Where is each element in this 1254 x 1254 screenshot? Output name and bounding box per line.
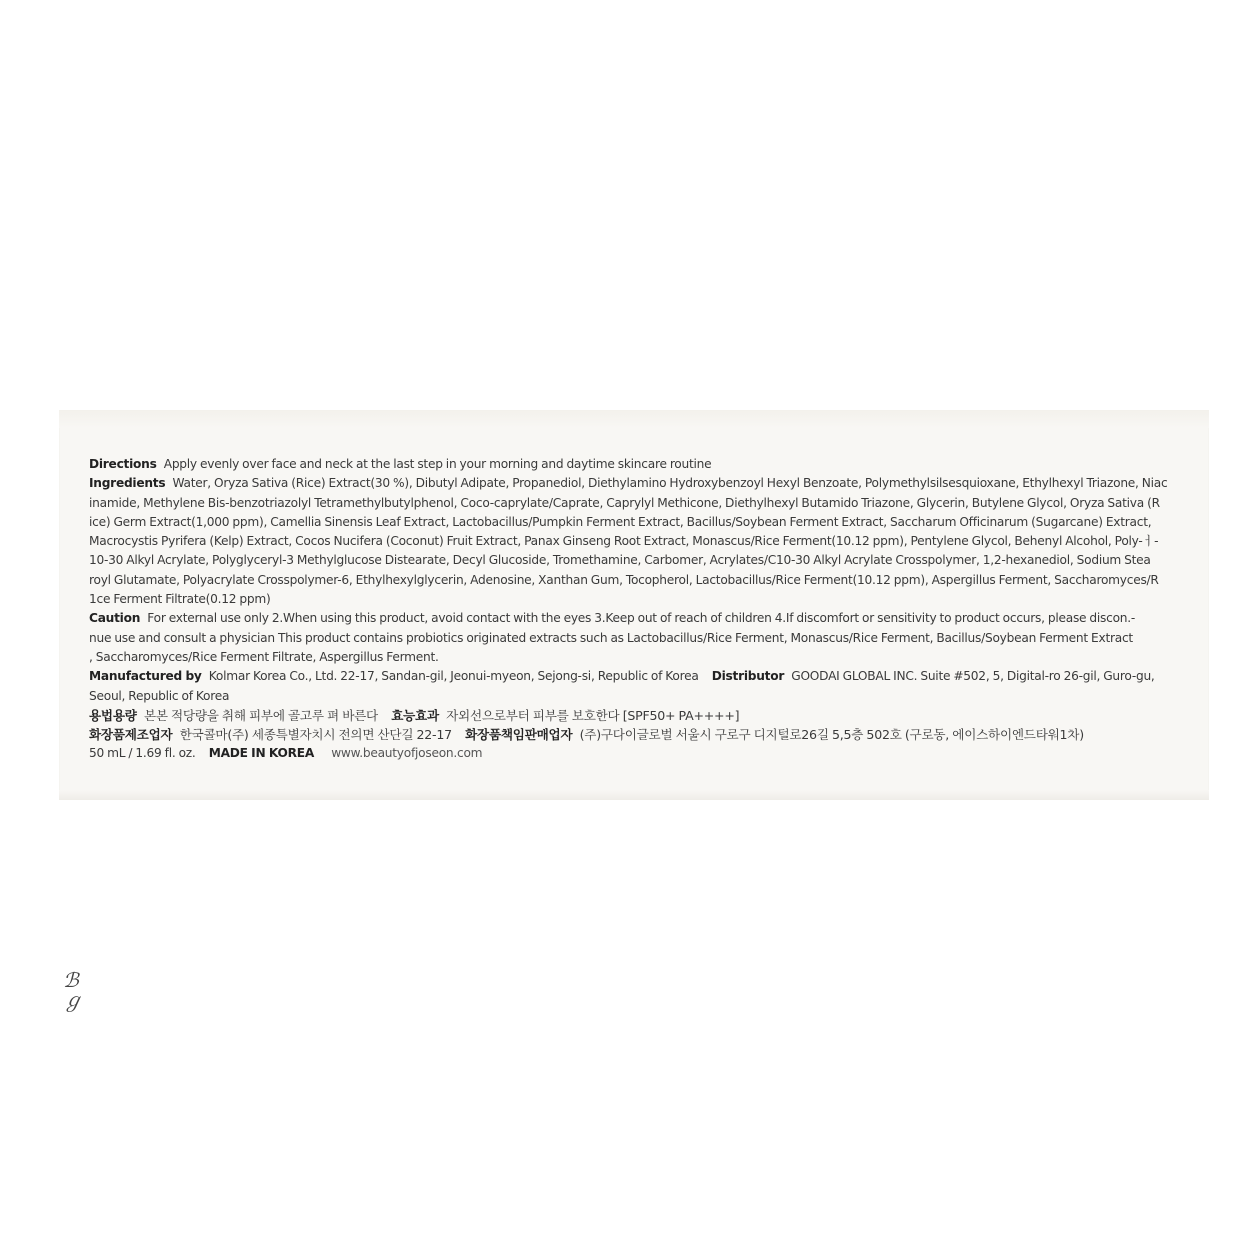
effect-label: 효능효과 xyxy=(391,707,439,723)
ingredients-text: Water, Oryza Sativa (Rice) Extract(30 %), Dibutyl Adipate, Propanediol, Diethylamino Hydroxybenzoyl Hexyl Benzoate, Polymethylsilsesquioxane, Ethylhexyl Triazone, Niac xyxy=(172,476,1168,491)
side-logo-mark: ℬ ℊ xyxy=(63,968,83,1012)
box-top-edge xyxy=(59,410,1209,428)
manufacturer-text: Kolmar Korea Co., Ltd. 22-17, Sandan-gil, Jeonui-myeon, Sejong-si, Republic of Korea xyxy=(208,669,699,684)
directions-line xyxy=(89,455,1194,474)
ingredients-line-6: royl Glutamate, Polyacrylate Crosspolymer-6, Ethylhexylglycerin, Adenosine, Xanthan Gum, Tocopherol, Lactobacillus/Rice Ferment(10.12 ppm), Aspergillus Ferment, Saccharomyces/R xyxy=(89,572,1159,587)
caution-line-3: , Saccharomyces/Rice Ferment Filtrate, Aspergillus Ferment. xyxy=(89,649,439,664)
seller-text: (주)구다이글로벌 서울시 구로구 디지털로26길 5,5층 502호 (구로동, 에이스하이엔드타워1차) xyxy=(579,727,1084,743)
ingredients-line-5: 10-30 Alkyl Acrylate, Polyglyceryl-3 Methylglucose Distearate, Decyl Glucoside, Tromethamine, Carbomer, Acrylates/C10-30 Alkyl Acrylate Crosspolymer, 1,2-hexanediol, Sodium Stea xyxy=(89,553,1151,568)
effect-text: 자외선으로부터 피부를 보호한다 [SPF50+ PA++++] xyxy=(446,707,740,723)
label-text-block xyxy=(89,455,1194,764)
product-box-panel xyxy=(59,410,1209,1012)
origin-text: MADE IN KOREA xyxy=(208,746,315,761)
box-bottom-edge xyxy=(59,790,1209,800)
caution-label: Caution xyxy=(89,611,141,626)
directions-label: Directions xyxy=(89,457,157,471)
caution-text: For external use only 2.When using this product, avoid contact with the eyes 3.Keep out of reach of children 4.If discomfort or sensitivity to product occurs, please discon.- xyxy=(147,611,1136,626)
ingredients-label: Ingredients xyxy=(89,476,166,491)
volume-text: 50 mL / 1.69 fl. oz. xyxy=(89,746,196,761)
korean-usage-line xyxy=(89,706,1194,725)
manufacturer-label: Manufactured by xyxy=(89,669,202,684)
distributor-text: GOODAI GLOBAL INC. Suite #502, 5, Digital-ro 26-gil, Guro-gu, xyxy=(791,669,1155,684)
ingredients-line-4: Macrocystis Pyrifera (Kelp) Extract, Cocos Nucifera (Coconut) Fruit Extract, Panax Ginseng Root Extract, Monascus/Rice Ferment(10.12 ppm), Pentylene Glycol, Behenyl Alcohol, Poly-ㅓ- xyxy=(89,534,1159,549)
ingredients-line-1 xyxy=(89,474,1194,493)
usage-label: 용법용량 xyxy=(89,707,137,723)
maker-label: 화장품제조업자 xyxy=(89,727,173,743)
ingredients-line-3: ice) Germ Extract(1,000 ppm), Camellia Sinensis Leaf Extract, Lactobacillus/Pumpkin Ferment Extract, Bacillus/Soybean Ferment Extract, Saccharum Officinarum (Sugarcane) Extract, xyxy=(89,514,1152,529)
ingredients-line-2: inamide, Methylene Bis-benzotriazolyl Tetramethylbutylphenol, Coco-caprylate/Caprate, Caprylyl Methicone, Diethylhexyl Butamido Triazone, Glycerin, Butylene Glycol, Oryza Sativa (R xyxy=(89,495,1160,510)
usage-text: 본본 적당량을 취해 피부에 골고루 펴 바른다 xyxy=(143,707,378,723)
ingredients-line-7: 1ce Ferment Filtrate(0.12 ppm) xyxy=(89,592,271,607)
manufacturer-line xyxy=(89,667,1194,686)
website-url: www.beautyofjoseon.com xyxy=(331,746,483,761)
korean-maker-line xyxy=(89,725,1194,744)
footer-line xyxy=(89,744,1194,763)
caution-line-2: nue use and consult a physician This product contains probiotics originated extracts such as Lactobacillus/Rice Ferment, Monascus/Rice Ferment, Bacillus/Soybean Ferment Extract xyxy=(89,630,1133,645)
distributor-label: Distributor xyxy=(711,669,785,684)
caution-line-1 xyxy=(89,609,1194,628)
distributor-line-2: Seoul, Republic of Korea xyxy=(89,688,230,703)
directions-text: Apply evenly over face and neck at the last step in your morning and daytime skincare routine xyxy=(163,457,712,471)
seller-label: 화장품책임판매업자 xyxy=(465,727,573,743)
maker-text: 한국콜마(주) 세종특별자치시 전의면 산단길 22-17 xyxy=(179,727,452,743)
